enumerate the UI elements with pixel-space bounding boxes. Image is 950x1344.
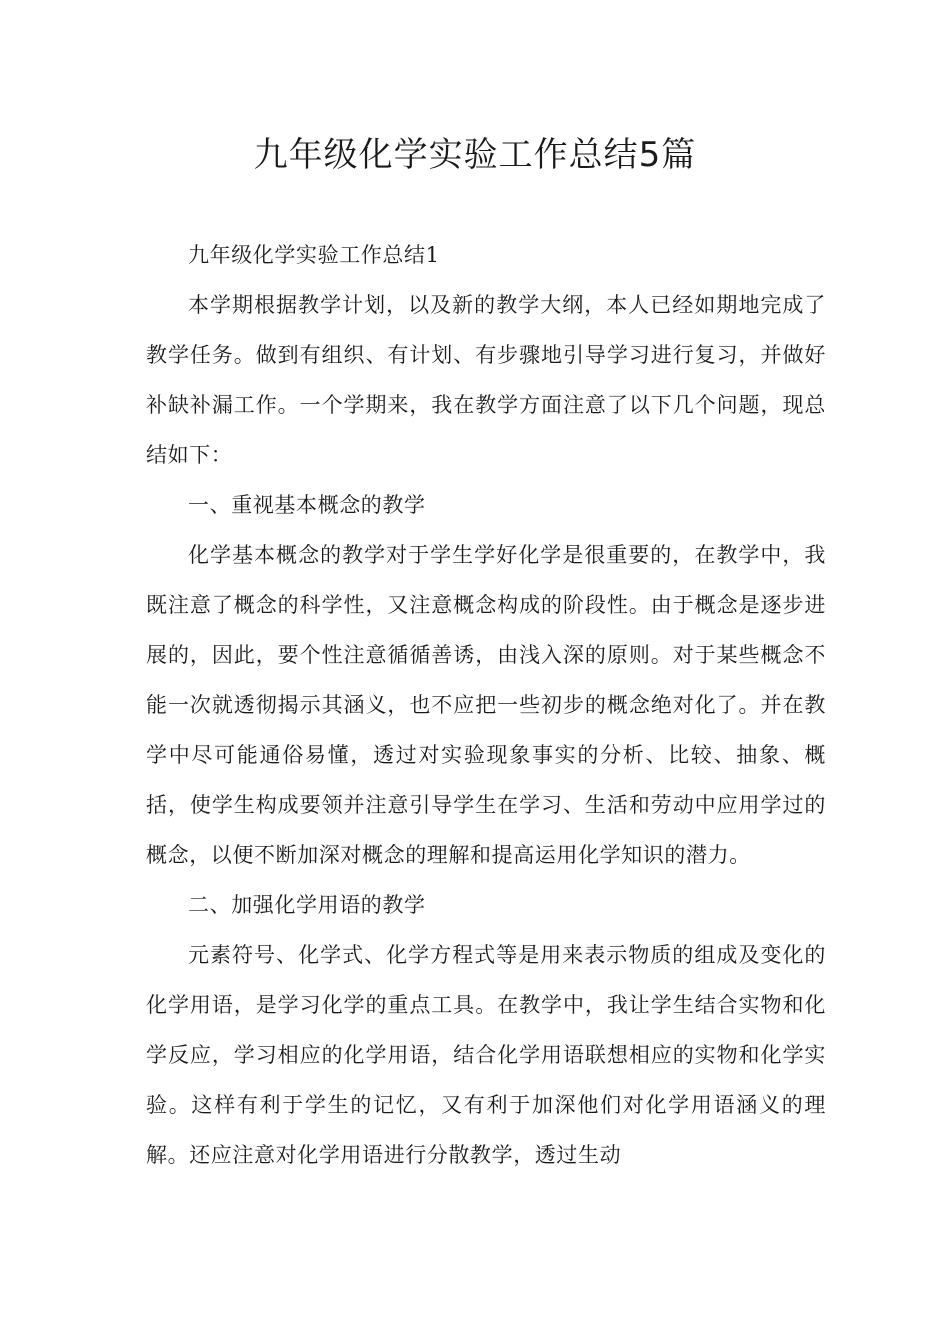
- section-heading-1: 九年级化学实验工作总结1: [188, 243, 440, 267]
- terminology-paragraph: 元素符号、化学式、化学方程式等是用来表示物质的组成及变化的化学用语，是学习化学的重点工具。在教学中，我让学生结合实物和化学反应，学习相应的化学用语，结合化学用语联想相应的实物和化学实验。这样有利于学生的记忆，又有利于加深他们对化学用语涵义的理解。还应注意对化学用语进行分散教学，透过生动: [146, 943, 826, 1167]
- subheading-terminology: 二、加强化学用语的教学: [188, 893, 426, 917]
- intro-paragraph: 本学期根据教学计划，以及新的教学大纲，本人已经如期地完成了教学任务。做到有组织、有计划、有步骤地引导学习进行复习，并做好补缺补漏工作。一个学期来，我在教学方面注意了以下几个问题，现总结如下：: [146, 293, 826, 467]
- concepts-paragraph: 化学基本概念的教学对于学生学好化学是很重要的，在教学中，我既注意了概念的科学性，又注意概念构成的阶段性。由于概念是逐步进展的，因此，要个性注意循循善诱，由浅入深的原则。对于某些概念不能一次就透彻揭示其涵义，也不应把一些初步的概念绝对化了。并在教学中尽可能通俗易懂，透过对实验现象事实的分析、比较、抽象、概括，使学生构成要领并注意引导学生在学习、生活和劳动中应用学过的概念，以便不断加深对概念的理解和提高运用化学知识的潜力。: [146, 543, 826, 867]
- document-body: [146, 230, 826, 1180]
- document-title: 九年级化学实验工作总结5篇: [253, 135, 697, 175]
- subheading-concepts: 一、重视基本概念的教学: [188, 493, 426, 517]
